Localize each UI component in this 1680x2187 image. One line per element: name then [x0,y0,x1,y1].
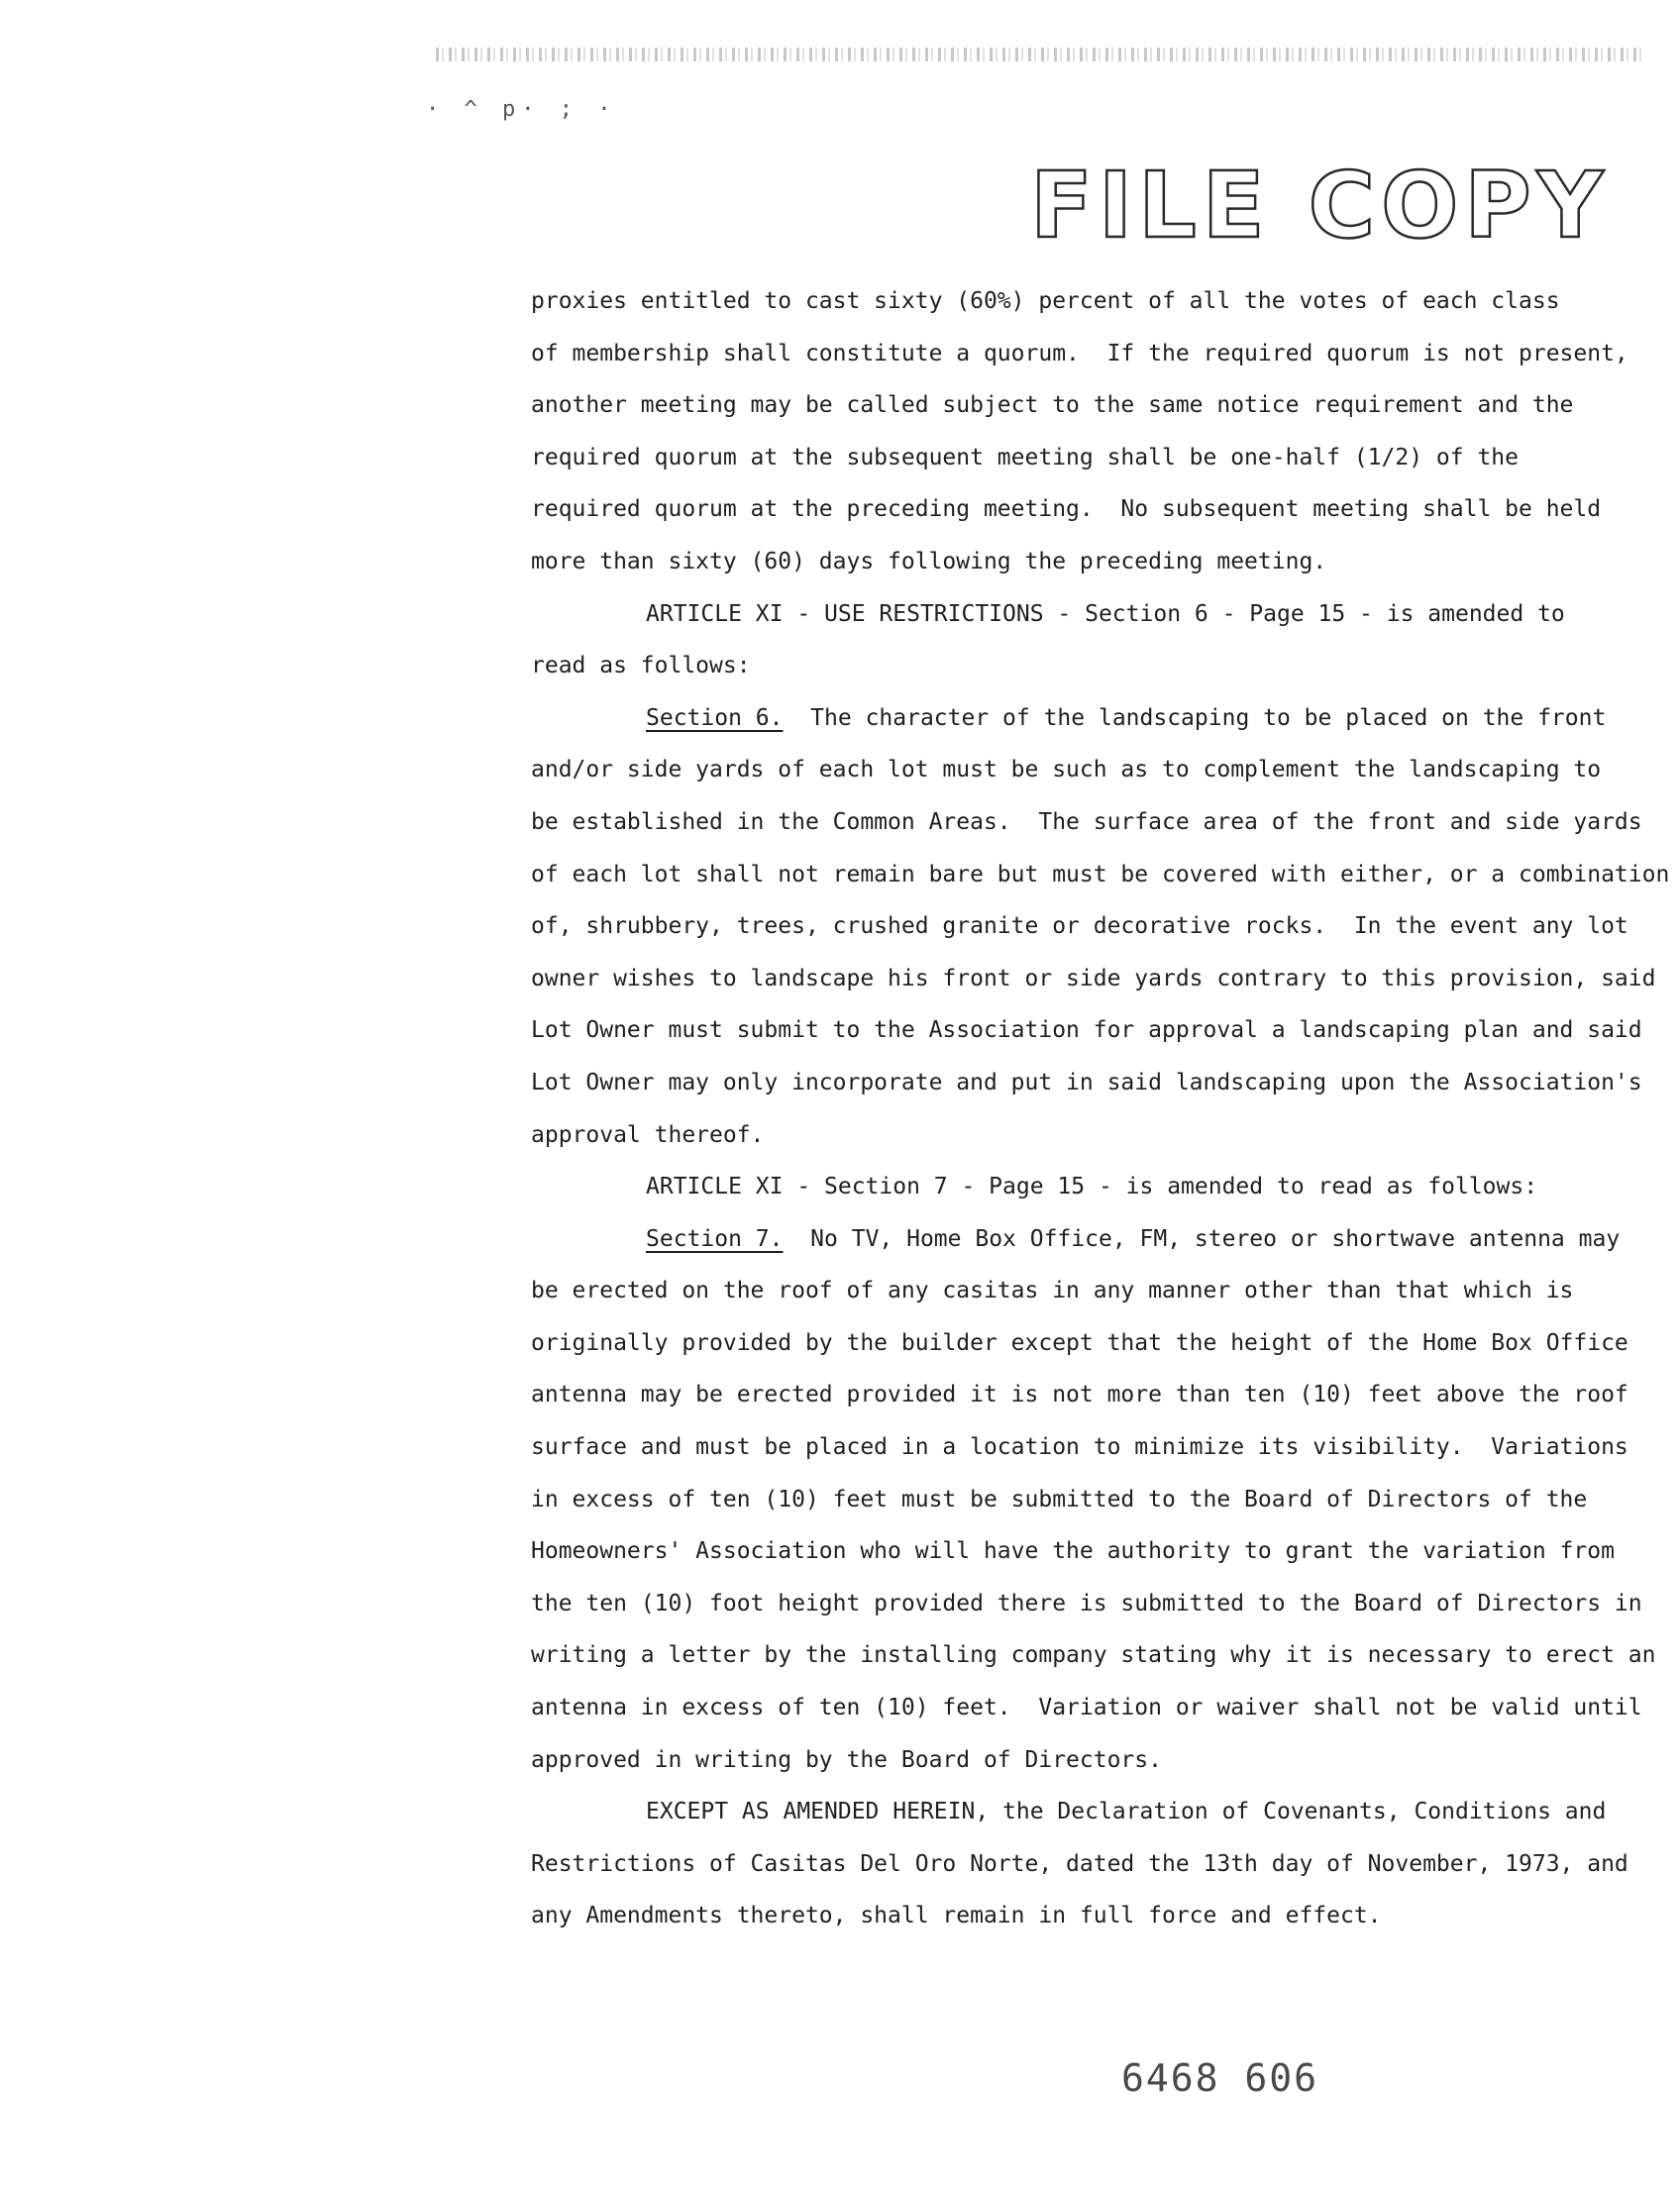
text-line: Restrictions of Casitas Del Oro Norte, dated the 13th day of November, 1973, and [531,1850,1628,1877]
document-body [531,275,1670,1942]
text-line: be erected on the roof of any casitas in any manner other than that which is [531,1278,1574,1304]
scan-marks: · ^ p· ; · [426,97,617,122]
file-copy-stamp: FILE COPY [1030,153,1610,259]
text-line: of, shrubbery, trees, crushed granite or decorative rocks. In the event any lot [531,913,1628,940]
text-line: Lot Owner must submit to the Association for approval a landscaping plan and said [531,1017,1642,1044]
section-6-text: The character of the landscaping to be placed on the front [783,704,1607,731]
text-line: Lot Owner may only incorporate and put in said landscaping upon the Association's [531,1069,1642,1095]
article-heading: ARTICLE XI - USE RESTRICTIONS - Section 6 - Page 15 - is amended to [646,600,1565,627]
section-7-line [531,1213,1640,1266]
text-line: writing a letter by the installing company stating why it is necessary to erect an [531,1642,1656,1669]
closing-paragraph-start: EXCEPT AS AMENDED HEREIN, the Declaration of Covenants, Conditions and [646,1799,1607,1825]
text-line: approval thereof. [531,1121,765,1148]
section-6-line [531,692,1640,745]
text-line: owner wishes to landscape his front or side yards contrary to this provision, said [531,965,1656,991]
text-line: surface and must be placed in a location to minimize its visibility. Variations [531,1434,1628,1461]
recording-number: 6468 606 [1121,2056,1319,2100]
scan-noise-bar [436,48,1644,61]
text-line: approved in writing by the Board of Directors. [531,1746,1162,1773]
text-line: originally provided by the builder except that the height of the Home Box Office [531,1329,1628,1356]
text-line: required quorum at the subsequent meeting shall be one-half (1/2) of the [531,444,1519,470]
text-line: another meeting may be called subject to the same notice requirement and the [531,392,1574,419]
text-line: more than sixty (60) days following the preceding meeting. [531,548,1327,574]
text-line: Homeowners' Association who will have the authority to grant the variation from [531,1538,1615,1565]
text-line: required quorum at the preceding meeting. No subsequent meeting shall be held [531,496,1602,523]
section-7-heading: Section 7. [646,1225,784,1252]
text-line: in excess of ten (10) feet must be submitted to the Board of Directors of the [531,1486,1588,1512]
text-line: proxies entitled to cast sixty (60%) percent of all the votes of each class [531,288,1560,314]
text-line: any Amendments thereto, shall remain in full force and effect. [531,1903,1382,1929]
text-line: antenna may be erected provided it is not more than ten (10) feet above the roof [531,1382,1628,1408]
text-line: be established in the Common Areas. The surface area of the front and side yards [531,808,1642,835]
text-line: of each lot shall not remain bare but must be covered with either, or a combination [531,861,1670,887]
article-heading: ARTICLE XI - Section 7 - Page 15 - is amended to read as follows: [646,1174,1538,1200]
text-line: the ten (10) foot height provided there is submitted to the Board of Directors in [531,1590,1642,1616]
text-line: of membership shall constitute a quorum. If the required quorum is not present, [531,340,1628,366]
section-7-text: No TV, Home Box Office, FM, stereo or shortwave antenna may [783,1225,1621,1252]
section-6-heading: Section 6. [646,704,784,731]
text-line: and/or side yards of each lot must be such as to complement the landscaping to [531,757,1602,783]
text-line: read as follows: [531,653,751,679]
text-line: antenna in excess of ten (10) feet. Variation or waiver shall not be valid until [531,1695,1642,1721]
